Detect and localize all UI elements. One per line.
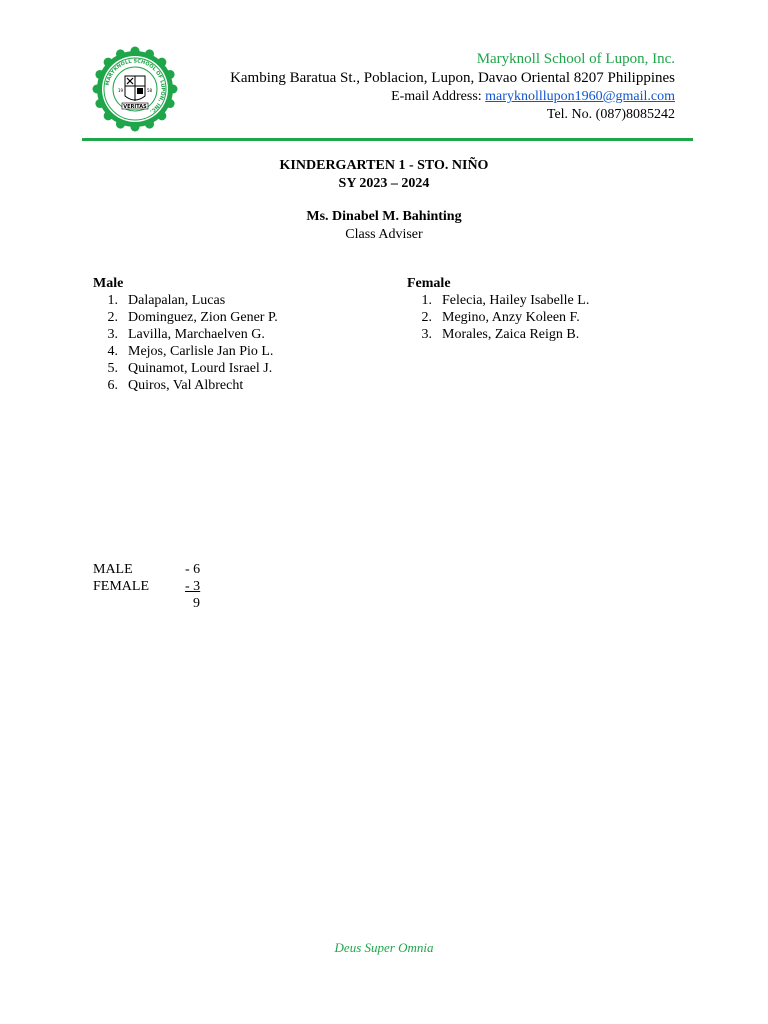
seal-scallop bbox=[116, 49, 125, 58]
seal-scallop bbox=[95, 70, 104, 79]
list-item: 3. Lavilla, Marchaelven G. bbox=[107, 327, 265, 342]
svg-text:19: 19 bbox=[118, 88, 124, 93]
female-heading: Female bbox=[407, 276, 451, 291]
email-link[interactable]: maryknolllupon1960@gmail.com bbox=[485, 89, 675, 104]
seal-scallop bbox=[169, 85, 178, 94]
male-count-value: - 6 bbox=[185, 562, 201, 577]
school-year: SY 2023 – 2024 bbox=[338, 176, 430, 191]
student-name: Quinamot, Lourd Israel J. bbox=[128, 361, 273, 376]
header-divider bbox=[82, 138, 693, 141]
class-title: KINDERGARTEN 1 - STO. NIÑO bbox=[279, 158, 489, 173]
svg-text:VERITAS: VERITAS bbox=[123, 104, 147, 110]
school-seal-icon bbox=[92, 46, 178, 132]
seal-scallop bbox=[93, 85, 102, 94]
email-label: E-mail Address: bbox=[391, 89, 486, 104]
school-logo bbox=[92, 46, 178, 132]
female-student-list bbox=[407, 292, 589, 343]
student-name: Megino, Anzy Koleen F. bbox=[442, 310, 580, 325]
adviser-name: Ms. Dinabel M. Bahinting bbox=[306, 209, 462, 224]
seal-scallop bbox=[131, 123, 140, 132]
seal-scallop bbox=[157, 111, 166, 120]
student-name: Dalapalan, Lucas bbox=[128, 293, 226, 308]
seal-scallop bbox=[95, 99, 104, 108]
female-count-value: - 3 bbox=[185, 579, 201, 594]
seal-scallop bbox=[157, 58, 166, 67]
school-address: Kambing Baratua St., Poblacion, Lupon, Davao Oriental 8207 Philippines bbox=[230, 70, 675, 86]
list-item: 6. Quiros, Val Albrecht bbox=[107, 378, 244, 393]
list-item: 2. Dominguez, Zion Gener P. bbox=[107, 310, 278, 325]
school-email-line bbox=[391, 89, 675, 105]
adviser-role: Class Adviser bbox=[345, 227, 423, 242]
total-count: 9 bbox=[193, 596, 200, 611]
gender-tally bbox=[93, 561, 213, 612]
list-item: 2. Megino, Anzy Koleen F. bbox=[421, 310, 580, 325]
footer-motto: Deus Super Omnia bbox=[334, 940, 434, 955]
student-name: Mejos, Carlisle Jan Pio L. bbox=[128, 344, 274, 359]
list-item: 3. Morales, Zaica Reign B. bbox=[421, 327, 580, 342]
student-name: Quiros, Val Albrecht bbox=[128, 378, 244, 393]
seal-scallop bbox=[145, 49, 154, 58]
list-item: 1. Felecia, Hailey Isabelle L. bbox=[421, 293, 590, 308]
male-count-label: MALE bbox=[93, 562, 133, 577]
svg-text:MARYKNOLL SCHOOL OF LUPON, INC: MARYKNOLL SCHOOL OF LUPON, INC. bbox=[104, 58, 166, 115]
seal-scallop bbox=[166, 70, 175, 79]
seal-scallop bbox=[104, 58, 113, 67]
list-item: 5. Quinamot, Lourd Israel J. bbox=[107, 361, 273, 376]
seal-scallop bbox=[145, 120, 154, 129]
male-heading: Male bbox=[93, 276, 124, 291]
school-name: Maryknoll School of Lupon, Inc. bbox=[476, 51, 675, 67]
student-name: Felecia, Hailey Isabelle L. bbox=[442, 293, 590, 308]
male-student-list bbox=[93, 292, 278, 394]
male-list-section bbox=[93, 275, 278, 394]
student-name: Dominguez, Zion Gener P. bbox=[128, 310, 278, 325]
seal-scallop bbox=[116, 120, 125, 129]
student-name: Lavilla, Marchaelven G. bbox=[128, 327, 265, 342]
seal-scallop bbox=[131, 47, 140, 56]
student-name: Morales, Zaica Reign B. bbox=[442, 327, 580, 342]
svg-text:58: 58 bbox=[147, 88, 153, 93]
seal-scallop bbox=[166, 99, 175, 108]
seal-scallop bbox=[104, 111, 113, 120]
list-item: 1. Dalapalan, Lucas bbox=[107, 293, 226, 308]
school-telephone: Tel. No. (087)8085242 bbox=[546, 107, 675, 122]
female-list-section bbox=[407, 275, 589, 343]
list-item: 4. Mejos, Carlisle Jan Pio L. bbox=[107, 344, 274, 359]
female-count-label: FEMALE bbox=[93, 579, 149, 594]
